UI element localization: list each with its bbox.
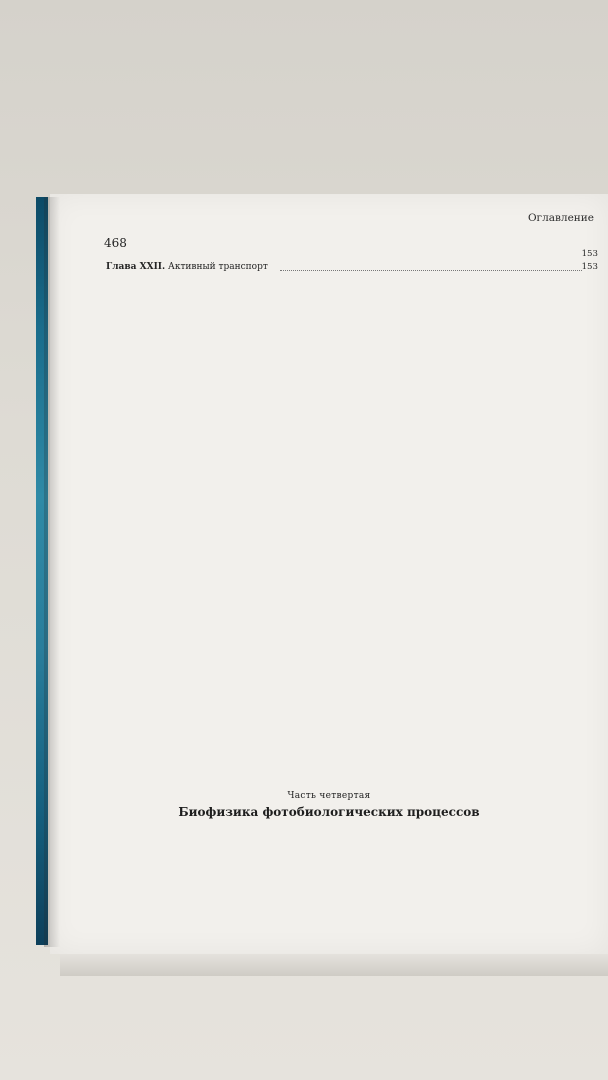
toc-entry-title [106, 262, 268, 273]
part-title: Биофизика фотобиологических процессов [178, 805, 480, 819]
chapter-number: Глава XXII. [106, 262, 166, 272]
spine-shadow [44, 197, 60, 947]
running-head: Оглавление [527, 212, 594, 224]
book-page [50, 194, 608, 954]
chapter-title: Активный транспорт [165, 262, 268, 272]
table-of-contents [50, 194, 608, 954]
part-label: Часть четвертая [287, 791, 371, 801]
page-number: 468 [104, 236, 127, 250]
dot-leader [280, 270, 582, 271]
toc-page-number: 153 [581, 249, 598, 259]
toc-page-number: 153 [581, 262, 598, 272]
